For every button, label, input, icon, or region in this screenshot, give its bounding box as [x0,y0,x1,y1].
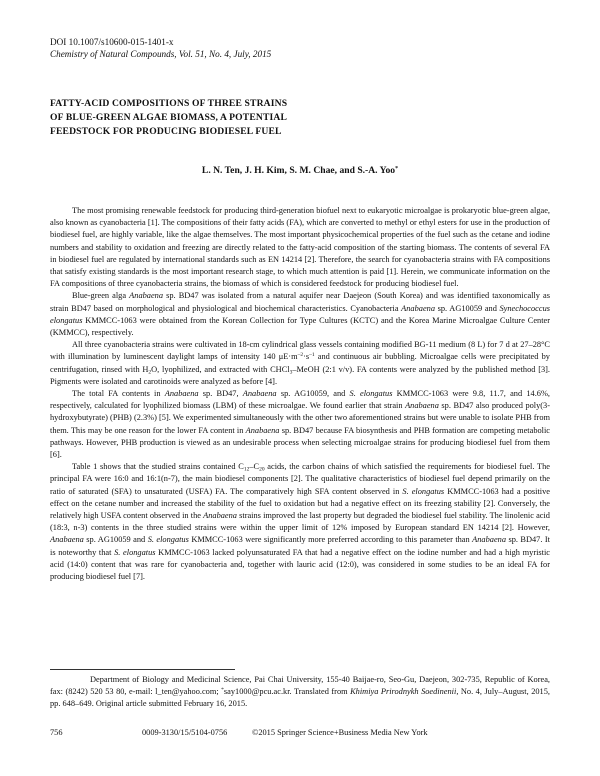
species-name: Anabaena [129,291,164,301]
page-number: 756 [50,728,63,737]
paragraph-strains [50,290,550,339]
text-run: KMMCC-1063 had a positive effect on the cetane number and increased the stability of the fuel to oxidation but had a negative effect on its freezing stability [2]. Conversely, the relatively high USFA content observed in the [50,486,550,521]
species-name: Anabaena [164,389,199,399]
species-name: Anabaena [245,425,280,435]
journal-citation: Chemistry of Natural Compounds, Vol. 51, No. 4, July, 2015 [50,49,272,59]
species-name: Anabaena [401,303,435,313]
text-run: acids, the carbon chains of which satisfied the requirements for biodiesel fuel. The principal FA were 16:0 and 16:1(n-7), the main biodiesel components [2]. The qualitative characteristics of biodiesel fuel depend primarily on the ratio of saturated (SFA) to unsaturated (USFA) FA. The comparatively high SFA content observed in [50,462,550,496]
paragraph-cultivation [50,339,550,388]
subscript: 3 [289,369,293,376]
text-run: sp. BD47 was isolated from a natural aquifer near Daejeon (South Korea) and was identified taxonomically as strain BD47 based on morphological and physiological and biochemical characteristics. Cyanobacteria [50,291,551,313]
text-run: sp. BD47, [198,389,243,399]
doi-line: DOI 10.1007/s10600-015-1401-x [50,37,174,47]
subscript: 12 [243,466,250,473]
subscript: 20 [259,466,265,473]
species-name: S. elongatus [114,547,156,557]
species-name: S. elongatus [349,389,393,399]
corresponding-author-mark: * [395,166,399,172]
text-run: The total FA contents in [72,389,165,399]
superscript: –1 [309,352,315,359]
text-run: –C [249,462,260,472]
text-run: ·s [303,352,310,362]
species-name: S. elongatus [147,535,189,545]
species-name: Synechococcus elongatus [50,303,550,325]
text-run: KMMCC-1063 were 9.8, 11.7, and 14.6%, respectively, calculated for lyophilized biomass (LBM) of these microalgae. We found earlier that strain [50,389,550,411]
copyright-notice: ©2015 Springer Science+Business Media New York [252,728,428,737]
paragraph-intro [50,205,550,290]
text-run: KMMCC-1063 lacked polyunsaturated FA that had a negative effect on the iodine number and had a high myristic acid (14:0) content that was rare for cyanobacteria and, together with lauric acid (12:0), was considered in some studies to be an ideal FA for producing biodiesel fuel [7]. [50,547,550,582]
text-run: Department of Biology and Medicinal Science, Pai Chai University, 155-40 Baijae-ro, Seo-Gu, Daejeon, 302-735, Republic of Korea, fax: (8242) 520 53 80, e-mail: l_ten@yahoo.com; [50,675,550,697]
footnote-divider [50,669,235,670]
species-name: S. elongatus [402,486,445,496]
author-list [0,165,600,176]
text-run: say1000@pcu.ac.kr. Translated from [223,687,351,697]
superscript: –2 [297,352,304,359]
text-run: KMMCC-1063 were significantly more preferred according to this parameter than [188,535,473,545]
text-run: sp. AG10059 and [83,535,148,545]
text-run: Blue-green alga [72,291,130,301]
article-title [50,97,370,139]
species-name: Anabaena [203,511,237,521]
corresponding-author-mark: * [221,687,224,694]
title-line-1: FATTY-ACID COMPOSITIONS OF THREE STRAINS [50,98,288,109]
text-run: , No. 4, July–August, 2015, pp. 648–649. Original article submitted February 16, 2015. [50,687,550,709]
title-line-2: OF BLUE-GREEN ALGAE BIOMASS, A POTENTIAL [50,112,288,123]
paragraph-table-discussion [50,461,550,583]
text-run: sp. BD47 also produced poly(3-hydroxybutyrate) (PHB) (2.3%) [5]. We experimented simultaneously with the other two aforementioned strains but were unable to isolate PHB from them. This may be one reason for the lower FA content in [50,401,551,435]
article-code: 0009-3130/15/5104-0756 [142,728,228,737]
affiliation-footnote [50,674,550,711]
species-name: Anabaena [242,389,277,399]
text-run: sp. BD47. It is noteworthy that [50,535,550,557]
text-run: All three cyanobacteria strains were cultivated in 18-cm cylindrical glass vessels containing modified BG-11 medium (8 L) for 7 d at 27–28°C with illumination by luminescent daylight lamps of intensity 140 μE·m [50,340,550,362]
text-run: strains improved the last property but degraded the biodiesel fuel stability. The linolenic acid (18:3, n-3) contents in the three studied strains were within the upper limit of 12% imposed by European standard EN 14214 [2]. However, [50,511,550,533]
species-name: Anabaena [405,401,439,411]
species-name: Anabaena [472,535,506,545]
paragraph-fa-content [50,388,550,461]
text-run: The most promising renewable feedstock for producing third-generation biofuel next to eukaryotic microalgae is prokaryotic blue-green algae, also known as cyanobacteria [1]. The compositions of their fatty acids (FA), which are converted to methyl or ethyl esters for use in the production of biodiesel fuel, are highly variable, like the algae themselves. The most important physicochemical properties of the fuel such as the cetane and iodine numbers and stability to oxidation and freezing are directly related to the fatty-acid composition of the starting biomass. The contents of several FA in biodiesel fuel are regulated by international standards such as EN 14214 [2]. Therefore, the search for cyanobacteria strains with FA compositions that satisfy existing standards is the most important research stage, to which much attention is paid [1]. Herein, we communicate information on the FA compositions of three cyanobacteria strains, the biomass of which is considered feedstock for producing biodiesel fuel. [50,206,550,289]
text-run: and continuous air bubbling. Microalgae cells were precipitated by centrifugation, rinsed with H [50,352,550,374]
text-run: O, lyophilized, and extracted with CHCl [151,364,290,374]
text-run: –MeOH (2:1 v/v). FA contents were analyzed by the published method [3]. Pigments were isolated and carotinoids were analyzed as before [4]. [50,364,551,386]
text-run: sp. BD47 because FA biosynthesis and PHB formation are competing metabolic pathways. However, PHB production is viewed as an undesirable process when selecting microalgae strains for producing biodiesel fuel from them [6]. [50,425,550,460]
article-body [50,205,550,583]
text-run: KMMCC-1063 were obtained from the Korean Collection for Type Cultures (KCTC) and the Korea Marine Microalgae Culture Center (KMMCC), respectively. [50,315,550,338]
title-line-3: FEEDSTOCK FOR PRODUCING BIODIESEL FUEL [50,126,282,137]
journal-original-title: Khimiya Prirodnykh Soedinenii [350,687,457,697]
footnote-text [50,674,550,711]
text-run: sp. AG10059 and [435,303,500,313]
author-names: L. N. Ten, J. H. Kim, S. M. Chae, and S.-A. Yoo [201,165,396,176]
species-name: Anabaena [50,535,84,545]
text-run: Table 1 shows that the studied strains contained C [72,462,244,472]
text-run: sp. AG10059, and [276,389,350,399]
subscript: 2 [148,369,152,376]
